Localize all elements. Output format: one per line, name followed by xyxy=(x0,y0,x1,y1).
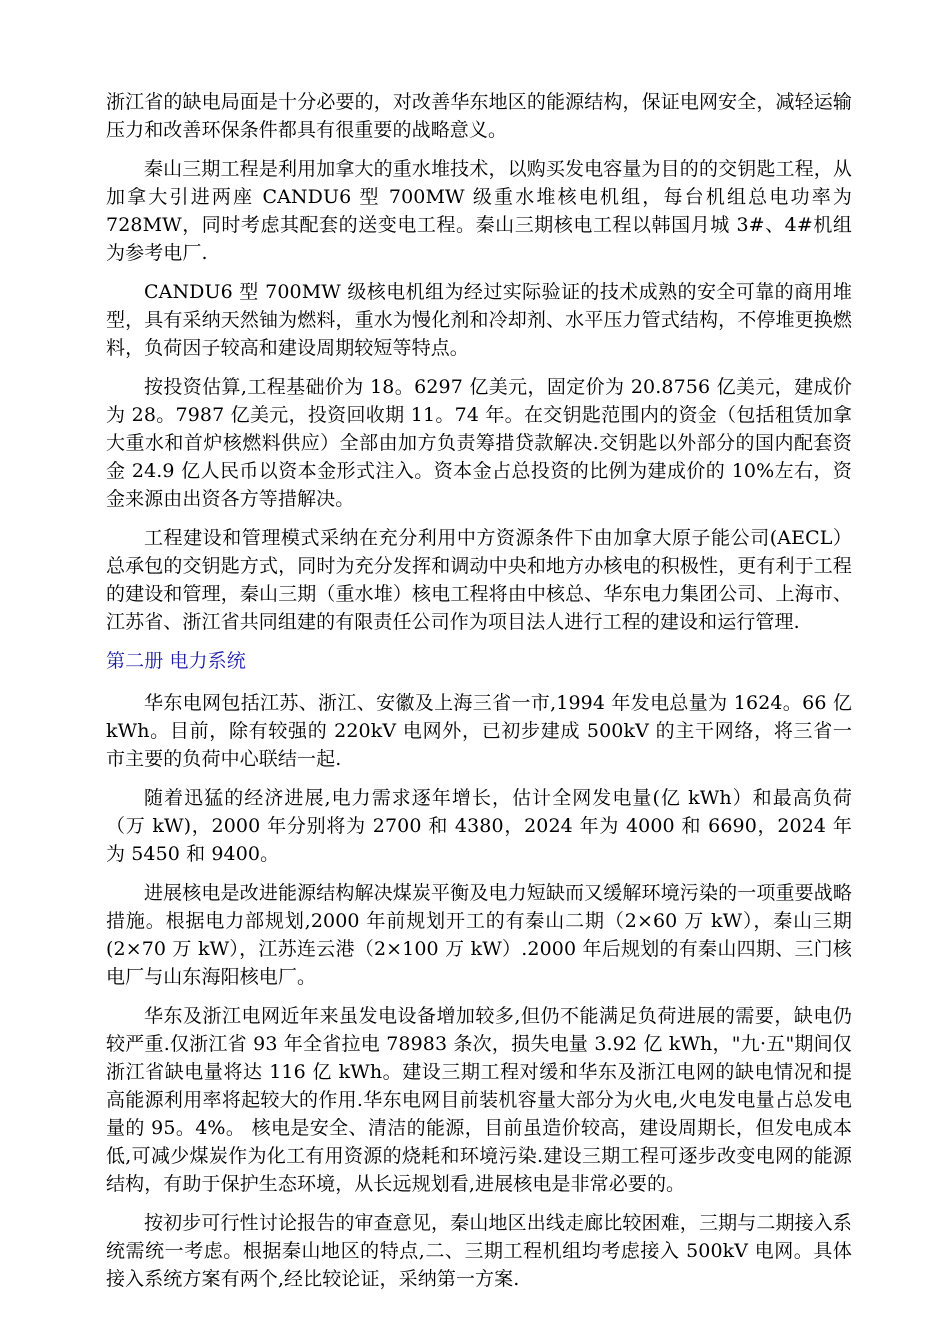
paragraph: 秦山三期工程是利用加拿大的重水堆技术，以购买发电容量为目的的交钥匙工程，从加拿大引进两座 CANDU6 型 700MW 级重水堆核电机组，每台机组总电功率为 728MW，同时考虑其配套的送变电工程。秦山三期核电工程以韩国月城 3#、4#机组为参考电厂. xyxy=(106,158,852,264)
paragraph: 华东电网包括江苏、浙江、安徽及上海三省一市,1994 年发电总量为 1624。66 亿 kWh。目前，除有较强的 220kV 电网外，已初步建成 500kV 的主干网络，将三省一市主要的负荷中心联结一起. xyxy=(106,692,852,770)
document-page xyxy=(106,88,852,1304)
paragraph: 按投资估算,工程基础价为 18。6297 亿美元，固定价为 20.8756 亿美元，建成价为 28。7987 亿美元，投资回收期 11。74 年。在交钥匙范围内的资金（包括租赁加拿大重水和首炉核燃料供应）全部由加方负责筹措贷款解决.交钥匙以外部分的国内配套资金 24.9 亿人民币以资本金形式注入。资本金占总投资的比例为建成价的 10%左右，资金来源由出资各方等措解决。 xyxy=(106,376,852,510)
paragraph: 进展核电是改进能源结构解决煤炭平衡及电力短缺而又缓解环境污染的一项重要战略措施。根据电力部规划,2000 年前规划开工的有秦山二期（2×60 万 kW），秦山三期(2×70 万 kW），江苏连云港（2×100 万 kW）.2000 年后规划的有秦山四期、三门核电厂与山东海阳核电厂。 xyxy=(106,882,852,988)
paragraph: 华东及浙江电网近年来虽发电设备增加较多,但仍不能满足负荷进展的需要，缺电仍较严重.仅浙江省 93 年全省拉电 78983 条次，损失电量 3.92 亿 kWh，"九·五"期间仅浙江省缺电量将达 116 亿 kWh。建设三期工程对缓和华东及浙江电网的缺电情况和提高能源利用率将起较大的作用.华东电网目前装机容量大部分为火电,火电发电量占总发电量的 95。4%。 核电是安全、清洁的能源，目前虽造价较高，建设周期长，但发电成本低,可减少煤炭作为化工有用资源的烧耗和环境污染.建设三期工程可逐步改变电网的能源结构，有助于保护生态环境，从长远规划看,进展核电是非常必要的。 xyxy=(106,1005,852,1195)
paragraph: 浙江省的缺电局面是十分必要的，对改善华东地区的能源结构，保证电网安全，减轻运输压力和改善环保条件都具有很重要的战略意义。 xyxy=(106,91,852,141)
section-heading: 第二册 电力系统 xyxy=(106,650,246,672)
paragraph: 工程建设和管理模式采纳在充分利用中方资源条件下由加拿大原子能公司(AECL）总承包的交钥匙方式，同时为充分发挥和调动中央和地方办核电的积极性，更有利于工程的建设和管理，秦山三期（重水堆）核电工程将由中核总、华东电力集团公司、上海市、江苏省、浙江省共同组建的有限责任公司作为项目法人进行工程的建设和运行管理. xyxy=(106,527,852,633)
paragraph: 随着迅猛的经济进展,电力需求逐年增长，估计全网发电量(亿 kWh）和最高负荷（万 kW)，2000 年分别将为 2700 和 4380，2024 年为 4000 和 6690，2024 年为 5450 和 9400。 xyxy=(106,787,852,865)
paragraph: 按初步可行性讨论报告的审查意见，秦山地区出线走廊比较困难，三期与二期接入系统需统一考虑。根据秦山地区的特点,二、三期工程机组均考虑接入 500kV 电网。具体接入系统方案有两个,经比较论证，采纳第一方案. xyxy=(106,1212,852,1290)
paragraph: CANDU6 型 700MW 级核电机组为经过实际验证的技术成熟的安全可靠的商用堆型，具有采纳天然铀为燃料，重水为慢化剂和冷却剂、水平压力管式结构，不停堆更换燃料，负荷因子较高和建设周期较短等特点。 xyxy=(106,281,852,359)
